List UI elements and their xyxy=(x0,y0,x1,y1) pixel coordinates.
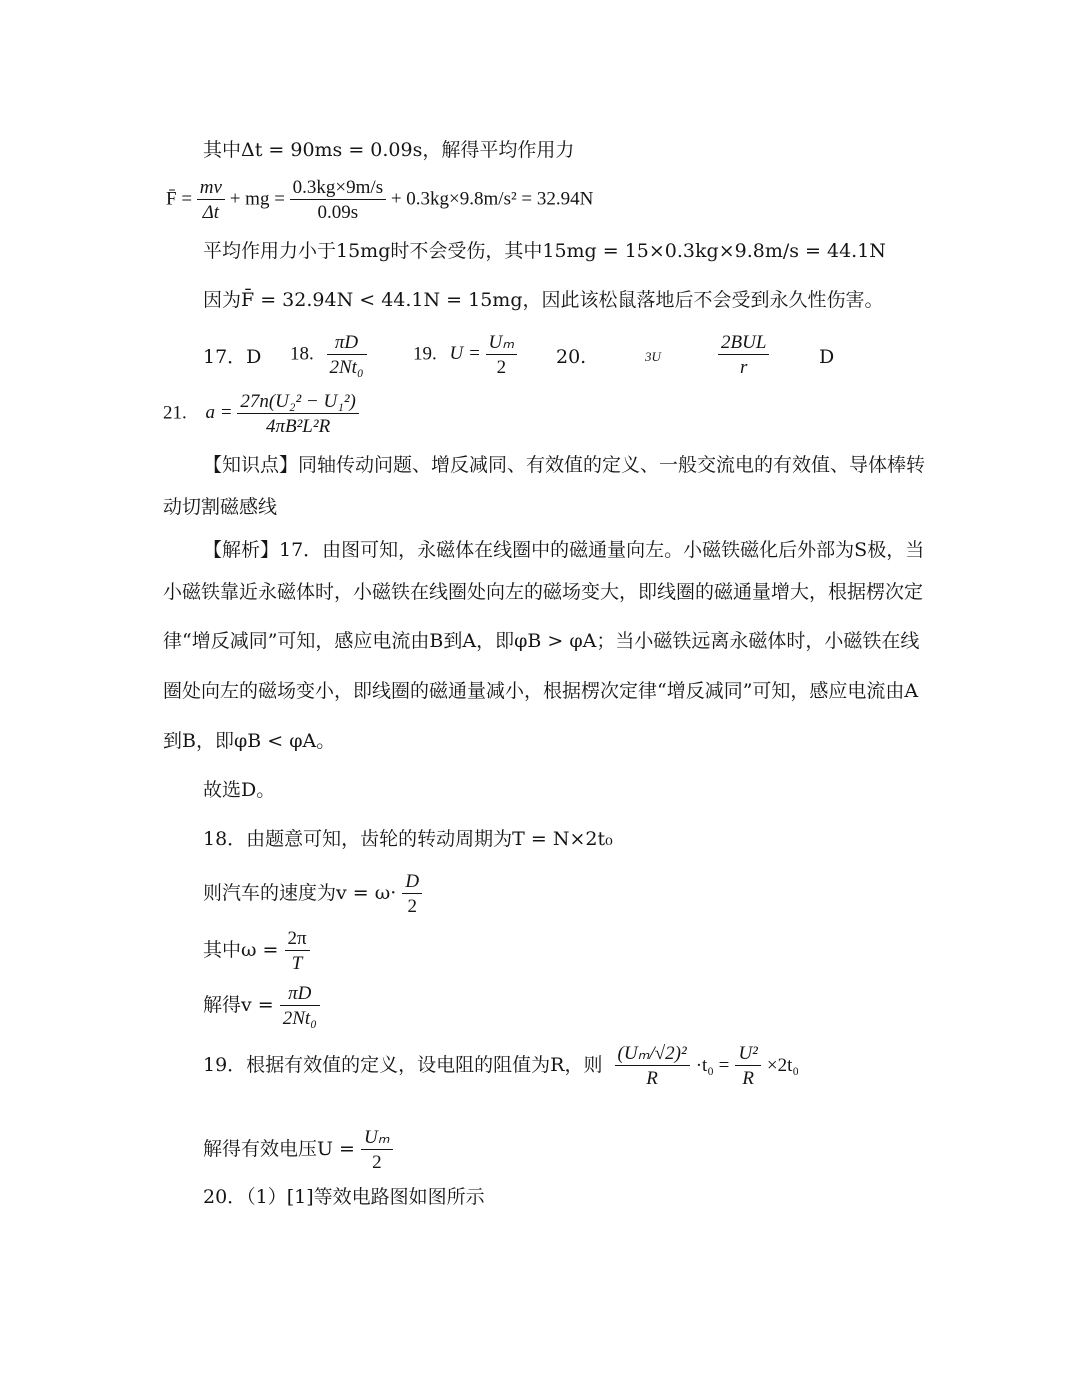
fraction-numerator: 27n(U₂² − U₁²) xyxy=(237,392,359,414)
fraction-numerator: Uₘ xyxy=(486,333,518,355)
knowledge-points-line1: 【知识点】同轴传动问题、增反减同、有效值的定义、一般交流电的有效值、导体棒转 xyxy=(203,454,926,476)
fraction-numerator: (Uₘ/√2)² xyxy=(615,1044,690,1066)
analysis-line2: 小磁铁靠近永磁体时，小磁铁在线圈处向左的磁场变大，即线圈的磁通量增大，根据楞次定 xyxy=(163,581,924,603)
fraction-um-sqrt2-sq-over-r xyxy=(615,1044,690,1088)
fraction-denominator: 0.09s xyxy=(317,202,359,223)
fraction-denominator: R xyxy=(646,1068,658,1089)
solution-18-result-text: 解得v = xyxy=(203,994,274,1016)
fraction-numerator: U² xyxy=(735,1044,760,1066)
solution-19-result-text: 解得有效电压U = xyxy=(203,1138,355,1160)
fraction-numerator: mv xyxy=(197,178,225,200)
answer-19-label: 19. xyxy=(413,343,437,365)
solution-line-threshold: 平均作用力小于15mg时不会受伤，其中15mg = 15×0.3kg×9.8m/s = 44.1N xyxy=(203,240,886,262)
answer-18 xyxy=(290,333,367,377)
fraction-numerator: D xyxy=(402,872,422,894)
answer-17: 17．D xyxy=(203,346,262,368)
fraction-numerator: Uₘ xyxy=(361,1128,393,1150)
fraction-2pi-over-t xyxy=(285,929,310,973)
formula-f-lhs: F̄ = xyxy=(166,188,197,210)
knowledge-points-line2: 动切割磁感线 xyxy=(163,496,278,518)
fraction-denominator: 2 xyxy=(407,896,417,917)
fraction-u2-over-r xyxy=(735,1044,760,1088)
fraction-pid-over-2nt0 xyxy=(280,984,320,1028)
analysis-line3: 律“增反减同”可知，感应电流由B到A，即φB > φA；当小磁铁远离永磁体时，小磁铁在线 xyxy=(163,630,920,652)
analysis-line1: 【解析】17．由图可知，永磁体在线圈中的磁通量向左。小磁铁磁化后外部为S极，当 xyxy=(203,539,925,561)
fraction-numerator: 2BUL xyxy=(718,333,769,355)
answer-18-fraction xyxy=(327,333,367,377)
solution-18-speed-text: 则汽车的速度为v = ω· xyxy=(203,882,397,904)
solution-19-result xyxy=(203,1128,393,1172)
formula-average-force xyxy=(166,178,593,222)
fraction-denominator: 2 xyxy=(372,1152,382,1173)
fraction-denominator: Δt xyxy=(202,202,220,223)
fraction-numerator: πD xyxy=(280,984,320,1006)
solution-19-text: 19．根据有效值的定义，设电阻的阻值为R，则 xyxy=(203,1054,603,1076)
formula-f-result: + 0.3kg×9.8m/s² = 32.94N xyxy=(390,188,594,210)
analysis-choose-d: 故选D。 xyxy=(203,779,276,801)
fraction-denominator: 2 xyxy=(496,357,507,378)
fraction-d-over-2 xyxy=(402,872,422,916)
answer-20-second xyxy=(718,333,769,377)
fraction-denominator: T xyxy=(291,953,303,974)
fraction-denominator: 2Nt₀ xyxy=(329,357,364,378)
answer-21 xyxy=(163,392,359,436)
answer-21-fraction xyxy=(237,392,359,436)
solution-18-speed xyxy=(203,872,422,916)
solution-19-mid: ·t₀ = xyxy=(695,1055,730,1076)
analysis-line4: 圈处向左的磁场变小，即线圈的磁通量减小，根据楞次定律“增反减同”可知，感应电流由A xyxy=(163,680,919,702)
fraction-denominator: 4πB²L²R xyxy=(265,416,331,437)
fraction-numerator: 0.3kg×9m/s xyxy=(290,178,386,200)
solution-20-heading: 20．（1）[1]等效电路图如图所示 xyxy=(203,1186,485,1208)
fraction-mv-dt xyxy=(197,178,225,222)
fraction-denominator: r xyxy=(740,357,748,378)
fraction-denominator: R xyxy=(742,1068,754,1089)
analysis-line5: 到B，即φB < φA。 xyxy=(163,730,336,752)
answer-21-label: 21. xyxy=(163,402,187,424)
fraction-denominator: 2Nt₀ xyxy=(282,1008,317,1029)
solution-18-omega-text: 其中ω = xyxy=(203,939,279,961)
solution-19-definition xyxy=(203,1044,799,1088)
fraction-numerator: 2π xyxy=(285,929,310,951)
answer-20-fraction xyxy=(718,333,769,377)
answer-20-third: D xyxy=(819,346,835,368)
answer-19-lhs: U = xyxy=(449,343,481,365)
answer-18-label: 18. xyxy=(290,343,314,365)
answer-20-first: 3U xyxy=(645,349,661,364)
formula-plus-mg: + mg = xyxy=(229,188,285,210)
answer-19-fraction xyxy=(486,333,518,377)
solution-line-dt: 其中Δt = 90ms = 0.09s，解得平均作用力 xyxy=(203,139,575,161)
solution-18-period: 18．由题意可知，齿轮的转动周期为T = N×2t₀ xyxy=(203,828,613,850)
solution-line-conclusion: 因为F̄ = 32.94N < 44.1N = 15mg，因此该松鼠落地后不会受到永久性伤害。 xyxy=(203,289,884,311)
solution-18-result xyxy=(203,984,320,1028)
answer-19 xyxy=(413,333,517,377)
answer-21-lhs: a = xyxy=(205,402,233,424)
fraction-momentum xyxy=(290,178,386,222)
solution-19-end: ×2t₀ xyxy=(766,1055,800,1076)
solution-18-omega xyxy=(203,929,310,973)
answer-20-label: 20. xyxy=(556,346,587,368)
fraction-numerator: πD xyxy=(327,333,367,355)
fraction-um-over-2 xyxy=(361,1128,393,1172)
